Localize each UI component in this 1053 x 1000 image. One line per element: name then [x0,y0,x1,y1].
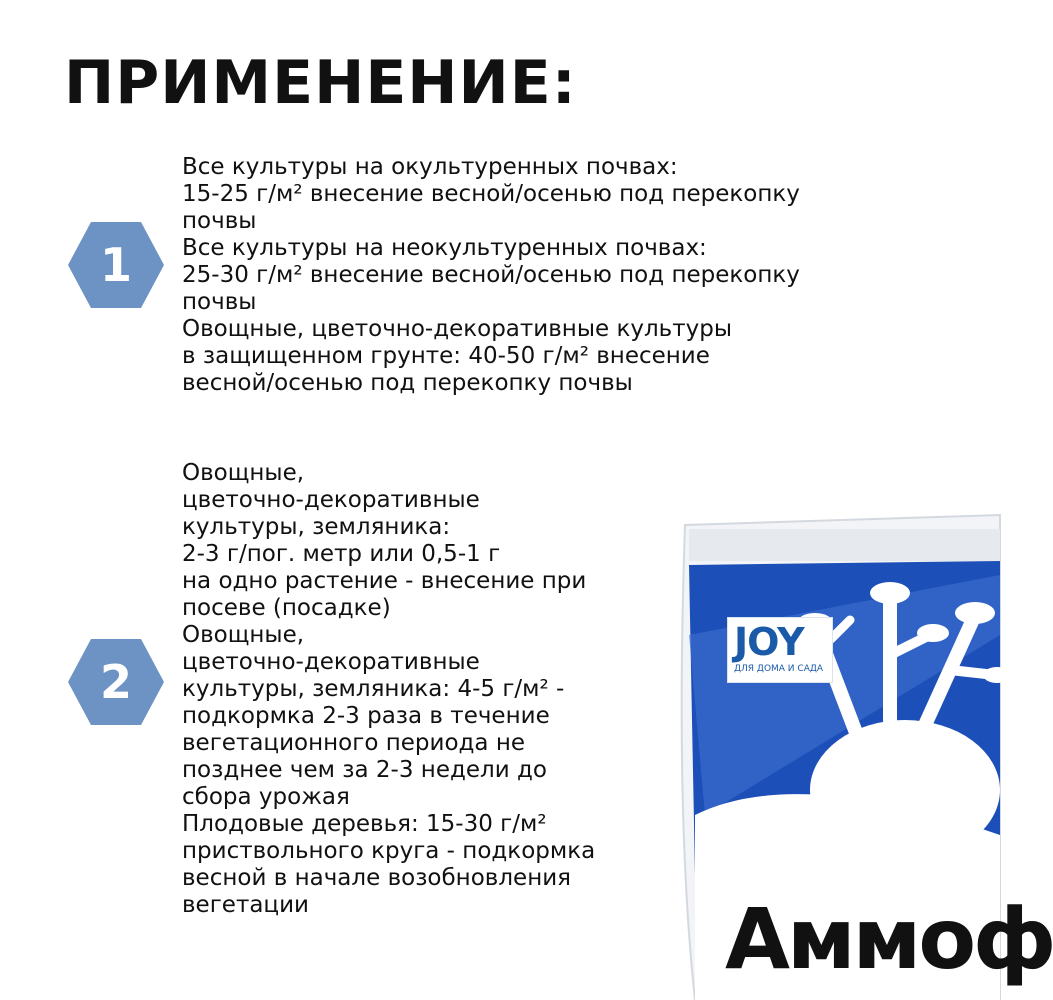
step-1-number: 1 [99,238,132,292]
step-2-paragraph-3: Плодовые деревья: 15-30 г/м² приствольного круга - подкормка весной в начале возобновления вегетации [182,811,596,918]
step-2-number: 2 [99,655,132,709]
step-1-text [182,154,800,397]
step-1-badge [66,220,166,310]
brand-logo [727,617,833,683]
step-2-paragraph-1: Овощные, цветочно-декоративные культуры, земляника: 2-3 г/пог. метр или 0,5-1 г на одно растение - внесение при посеве (посадке) [182,460,587,621]
step-2-text [182,460,595,919]
step-1-paragraph-3: Овощные, цветочно-декоративные культуры в защищенном грунте: 40-50 г/м² внесение весной/осенью под перекопку почвы [182,316,732,396]
brand-tagline: ДЛЯ ДОМА И САДА [734,664,824,674]
step-1-paragraph-2: Все культуры на неокультуренных почвах: 25-30 г/м² внесение весной/осенью под перекопку почвы [182,235,800,315]
page-title: ПРИМЕНЕНИЕ: [64,48,577,118]
step-2-paragraph-2: Овощные, цветочно-декоративные культуры, земляника: 4-5 г/м² - подкормка 2-3 раза в течение вегетационного периода не позднее чем за 2-3 недели до сбора урожая [182,622,565,810]
brand-name: JOY [734,620,804,664]
product-name: Аммоф [725,890,1053,988]
product-package-image [675,515,1053,1000]
step-2-badge [66,637,166,727]
step-1-paragraph-1: Все культуры на окультуренных почвах: 15-25 г/м² внесение весной/осенью под перекопку почвы [182,154,800,234]
